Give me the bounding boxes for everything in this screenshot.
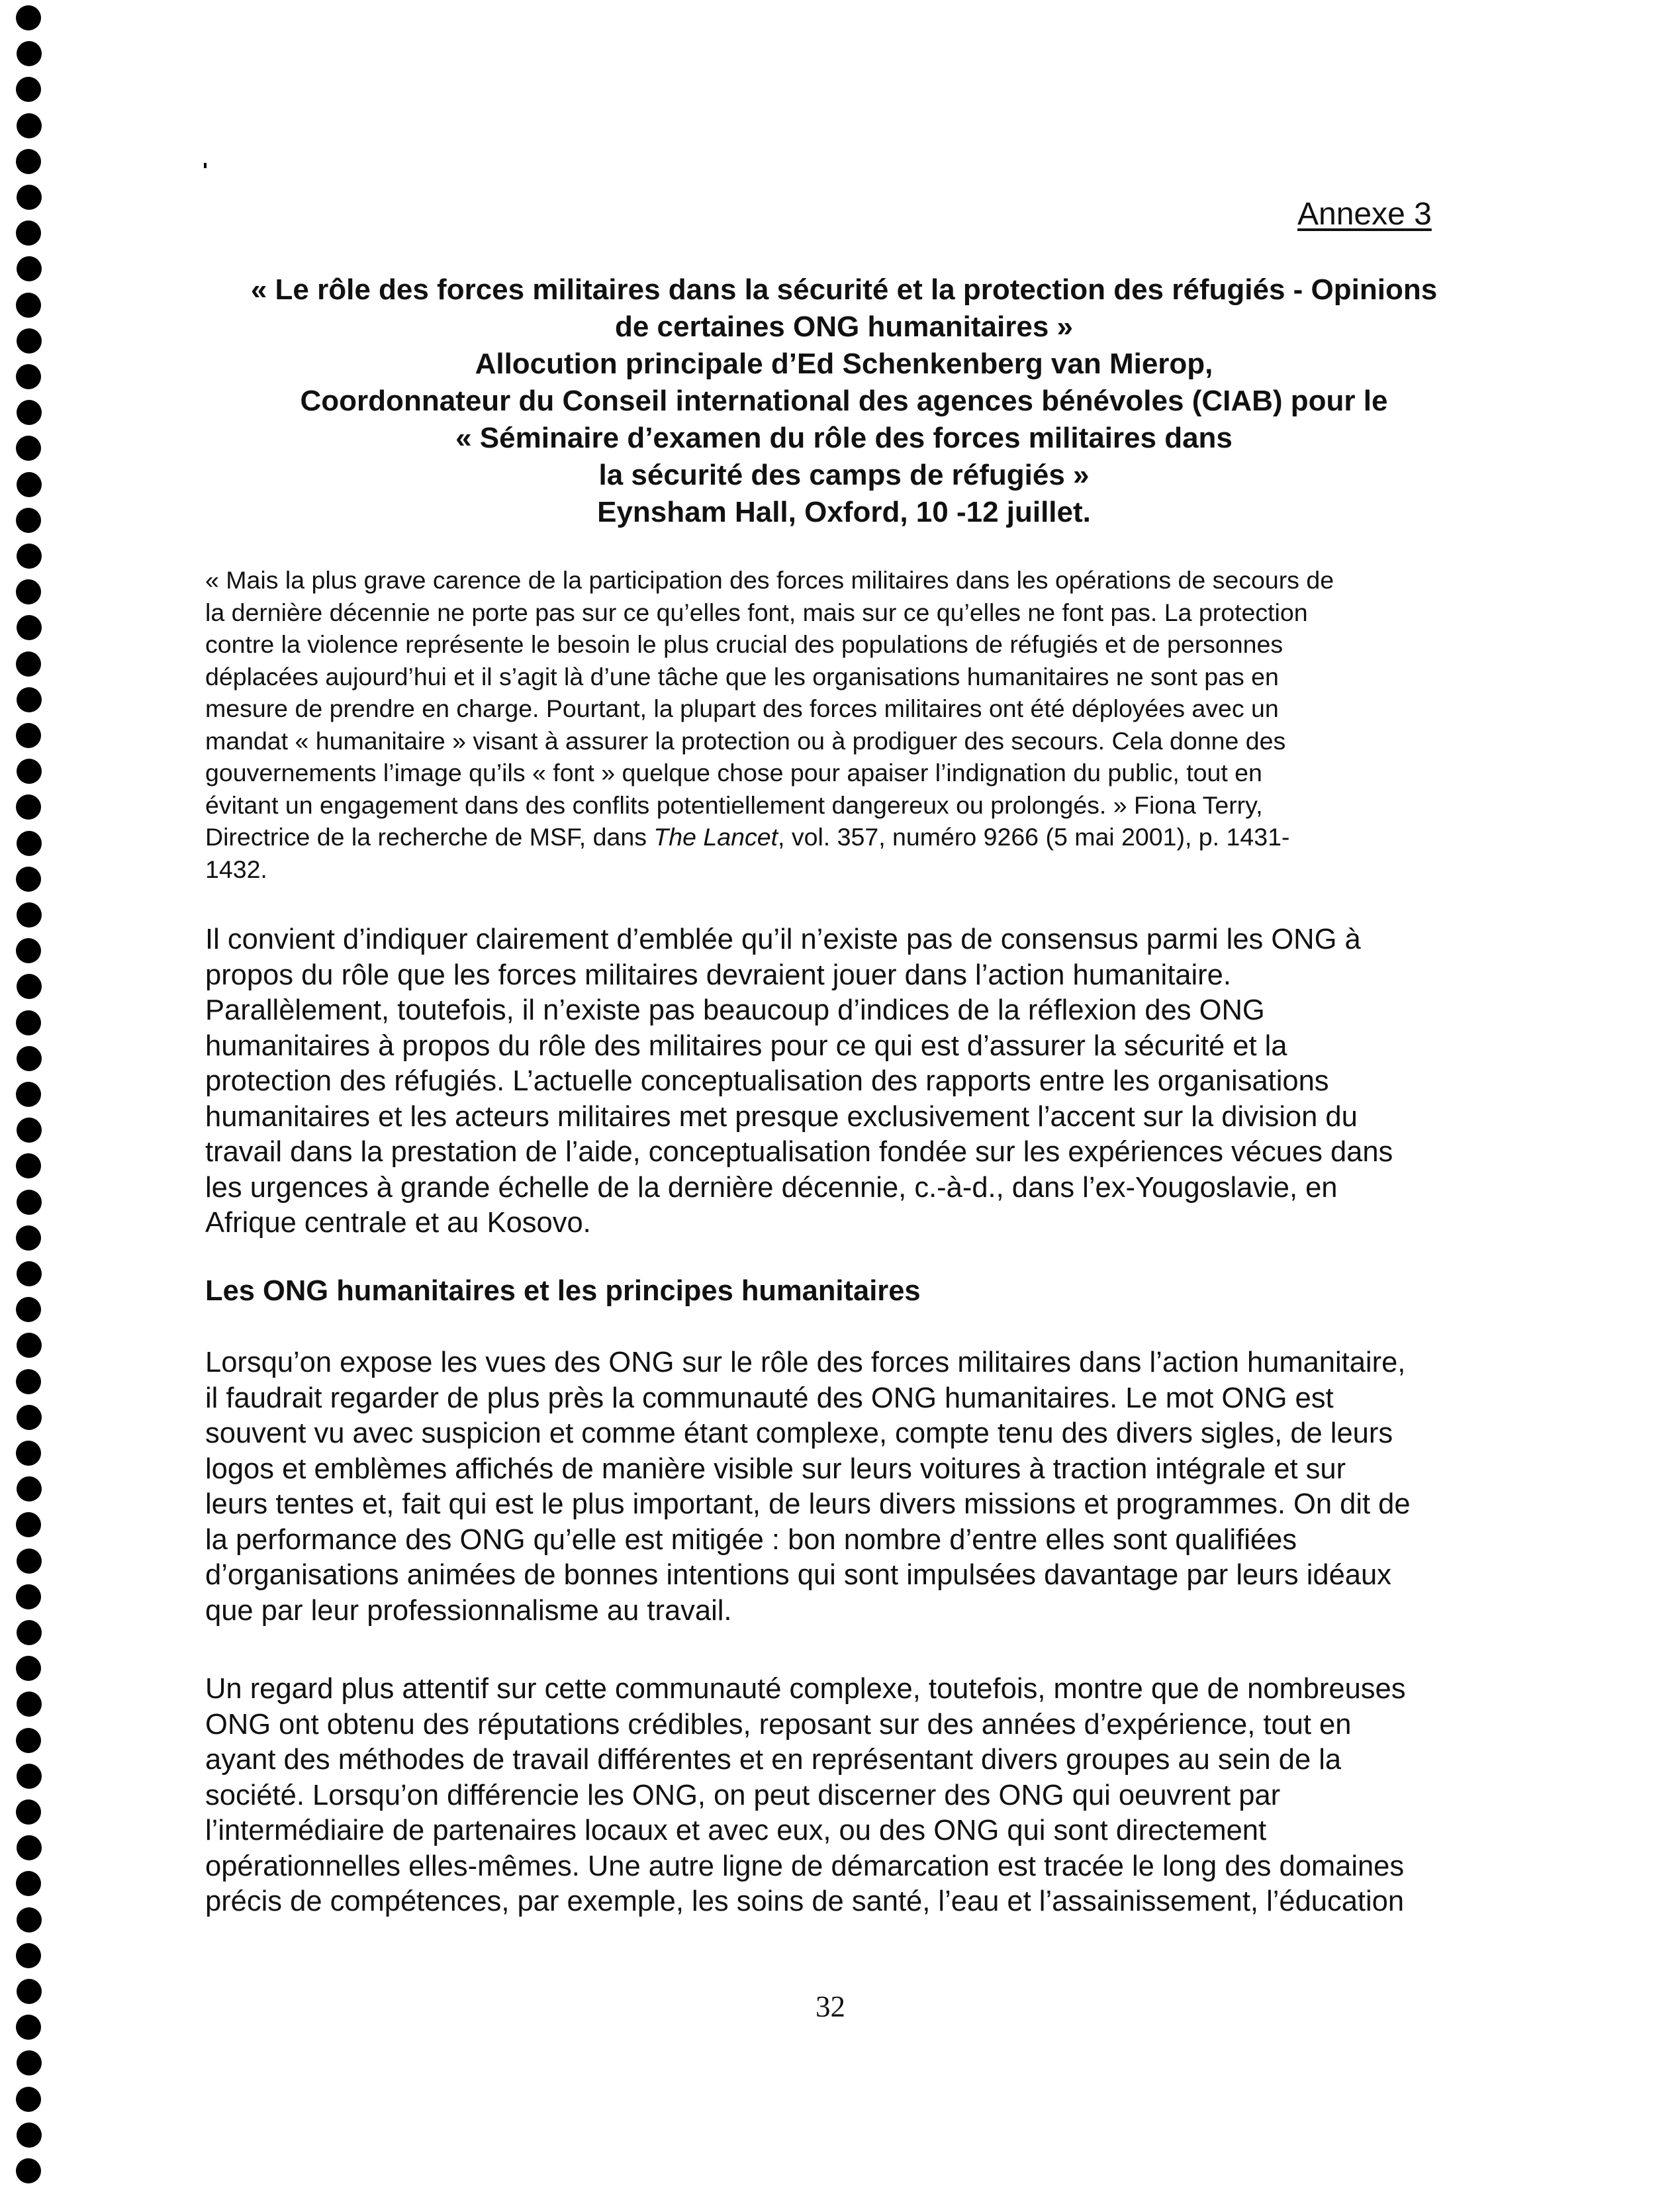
binder-hole: [17, 2050, 42, 2076]
binder-hole: [16, 293, 41, 318]
binder-hole: [16, 1584, 41, 1609]
journal-title: The Lancet: [653, 823, 778, 851]
title-line: « Le rôle des forces militaires dans la sécurité et la protection des réfugiés - Opinions: [250, 273, 1438, 306]
binder-hole: [16, 1512, 41, 1537]
paragraph-line: logos et emblèmes affichés de manière visible sur leurs voitures à traction intégrale et sur: [205, 1453, 1346, 1485]
quote-line: contre la violence représente le besoin le plus crucial des populations de réfugiés et de personnes: [205, 630, 1283, 658]
binder-hole: [16, 508, 41, 533]
binder-hole: [16, 1082, 41, 1107]
paragraph-line: Afrique centrale et au Kosovo.: [205, 1207, 591, 1239]
binder-hole: [17, 615, 42, 640]
page-number: 32: [816, 1990, 845, 2023]
binder-hole: [17, 1835, 42, 1860]
binder-hole: [17, 400, 42, 425]
paragraph-line: Un regard plus attentif sur cette communauté complexe, toutefois, montre que de nombreuses: [205, 1673, 1406, 1705]
binder-hole: [17, 1907, 42, 1933]
quote-line: « Mais la plus grave carence de la participation des forces militaires dans les opérations de secours de: [205, 566, 1334, 594]
stray-mark: [204, 163, 207, 168]
binder-hole: [16, 1153, 41, 1178]
paragraph-line: travail dans la prestation de l’aide, conceptualisation fondée sur les expériences vécues dans: [205, 1136, 1393, 1168]
paragraph-2: [205, 1345, 1489, 1629]
binder-hole: [17, 2123, 42, 2148]
quote-line: déplacées aujourd’hui et il s’agit là d’une tâche que les organisations humanitaires ne sont pas en: [205, 662, 1279, 691]
binder-hole: [16, 867, 41, 892]
binder-hole: [17, 328, 42, 354]
binder-hole: [16, 1943, 41, 1968]
document-title: [199, 271, 1489, 531]
binder-hole: [16, 364, 41, 389]
paragraph-line: opérationnelles elles-mêmes. Une autre ligne de démarcation est tracée le long des domaines: [205, 1850, 1405, 1882]
binder-hole: [17, 1118, 42, 1143]
paragraph-line: les urgences à grande échelle de la dernière décennie, c.-à-d., dans l’ex-Yougoslavie, en: [205, 1171, 1338, 1204]
binder-hole: [17, 185, 42, 210]
binder-hole: [17, 1046, 42, 1071]
paragraph-line: précis de compétences, par exemple, les soins de santé, l’eau et l’assainissement, l’éducation: [205, 1886, 1405, 1917]
binder-hole: [17, 1405, 42, 1430]
binder-hole: [17, 831, 42, 856]
binder-hole: [17, 1476, 42, 1502]
binder-hole: [17, 1190, 42, 1215]
quote-line: mandat « humanitaire » visant à assurer la protection ou à prodiguer des secours. Cela donne des: [205, 726, 1286, 755]
binder-hole: [16, 2158, 41, 2183]
paragraph-line: ONG ont obtenu des réputations crédibles, reposant sur des années d’expérience, tout en: [205, 1708, 1352, 1741]
paragraph-line: la performance des ONG qu’elle est mitigée : bon nombre d’entre elles sont qualifiées: [205, 1523, 1297, 1556]
quote-line-text: , vol. 357, numéro 9266 (5 mai 2001), p. 1431-: [778, 823, 1290, 851]
title-line: la sécurité des camps de réfugiés »: [598, 459, 1090, 491]
binder-hole: [16, 794, 41, 820]
binder-hole: [17, 544, 42, 569]
binder-hole: [16, 651, 41, 677]
binder-hole: [17, 974, 42, 999]
quote-line: mesure de prendre en charge. Pourtant, la plupart des forces militaires ont été déployées avec un: [205, 694, 1279, 722]
binder-hole: [16, 938, 41, 963]
binder-hole: [17, 687, 42, 712]
binder-hole: [17, 256, 42, 281]
binder-hole: [16, 2087, 41, 2112]
binder-hole: [16, 149, 41, 174]
binder-hole: [17, 472, 42, 497]
paragraph-line: humanitaires et les acteurs militaires met presque exclusivement l’accent sur la division du: [205, 1100, 1358, 1133]
binder-hole: [17, 1692, 42, 1717]
paragraph-line: l’intermédiaire de partenaires locaux et avec eux, ou des ONG qui sont directement: [205, 1815, 1267, 1846]
paragraph-line: protection des réfugiés. L’actuelle conceptualisation des rapports entre les organisations: [205, 1065, 1329, 1097]
paragraph-line: d’organisations animées de bonnes intentions qui sont impulsées davantage par leurs idéaux: [205, 1559, 1391, 1591]
annex-label: Annexe 3: [1297, 197, 1432, 232]
quote-line: 1432.: [205, 855, 267, 883]
binder-hole: [16, 579, 41, 604]
epigraph-quote: [205, 564, 1463, 885]
binder-hole: [17, 1764, 42, 1789]
binder-hole: [16, 1871, 41, 1896]
binder-hole: [16, 5, 41, 30]
binder-hole: [17, 1549, 42, 1574]
quote-line: la dernière décennie ne porte pas sur ce qu’elles font, mais sur ce qu’elles ne font pas. La protection: [205, 598, 1308, 626]
paragraph-line: Parallèlement, toutefois, il n’existe pas beaucoup d’indices de la réflexion des ONG: [205, 994, 1265, 1026]
binder-hole: [17, 759, 42, 784]
paragraph-line: souvent vu avec suspicion et comme étant complexe, compte tenu des divers sigles, de leurs: [205, 1417, 1393, 1449]
binder-hole: [17, 902, 42, 928]
binder-hole: [17, 113, 42, 138]
binder-hole: [16, 436, 41, 461]
paragraph-line: société. Lorsqu’on différencie les ONG, on peut discerner des ONG qui oeuvrent par: [205, 1779, 1281, 1811]
binder-hole: [17, 1979, 42, 2004]
binder-hole: [16, 723, 41, 748]
binder-hole: [16, 1656, 41, 1681]
title-line: de certaines ONG humanitaires »: [614, 310, 1074, 343]
quote-line: gouvernements l’image qu’ils « font » quelque chose pour apaiser l’indignation du public, tout en: [205, 759, 1262, 787]
paragraph-1: [205, 922, 1489, 1241]
binder-hole: [17, 41, 42, 66]
quote-line: [205, 821, 1463, 853]
binder-hole: [16, 77, 41, 102]
binder-hole: [16, 1728, 41, 1753]
binder-hole: [16, 1369, 41, 1394]
title-line: Eynsham Hall, Oxford, 10 -12 juillet.: [597, 496, 1091, 528]
binder-hole: [16, 220, 41, 246]
title-line: Allocution principale d’Ed Schenkenberg van Mierop,: [475, 348, 1213, 380]
paragraph-line: Il convient d’indiquer clairement d’emblée qu’il n’existe pas de consensus parmi les ONG à: [205, 924, 1361, 955]
paragraph-line: leurs tentes et, fait qui est le plus important, de leurs divers missions et programmes. On dit de: [205, 1488, 1411, 1520]
binder-hole: [16, 1441, 41, 1466]
paragraph-line: humanitaires à propos du rôle des militaires pour ce qui est d’assurer la sécurité et la: [205, 1029, 1287, 1062]
quote-line: évitant un engagement dans des conflits potentiellement dangereux ou prolongés. » Fiona Terry,: [205, 790, 1263, 819]
paragraph-line: ayant des méthodes de travail différentes et en représentant divers groupes au sein de la: [205, 1744, 1342, 1776]
paragraph-3: [205, 1672, 1489, 1920]
binder-hole: [16, 1010, 41, 1035]
paragraph-line: il faudrait regarder de plus près la communauté des ONG humanitaires. Le mot ONG est: [205, 1382, 1334, 1414]
paragraph-line: Lorsqu’on expose les vues des ONG sur le rôle des forces militaires dans l’action humanitaire,: [205, 1347, 1406, 1378]
binder-hole: [16, 1297, 41, 1322]
title-line: « Séminaire d’examen du rôle des forces militaires dans: [455, 422, 1233, 454]
binder-hole: [16, 2015, 41, 2040]
binder-hole-strip: [0, 0, 60, 2196]
binder-hole: [16, 1225, 41, 1251]
binder-hole: [17, 1261, 42, 1286]
binder-hole: [16, 1799, 41, 1825]
binder-hole: [17, 1620, 42, 1645]
paragraph-line: que par leur professionnalisme au travail.: [205, 1594, 732, 1627]
paragraph-line: propos du rôle que les forces militaires devraient jouer dans l’action humanitaire.: [205, 959, 1231, 991]
section-heading: Les ONG humanitaires et les principes humanitaires: [205, 1275, 921, 1307]
title-line: Coordonnateur du Conseil international des agences bénévoles (CIAB) pour le: [300, 385, 1388, 417]
quote-line-text: Directrice de la recherche de MSF, dans: [205, 823, 654, 851]
binder-hole: [17, 1333, 42, 1358]
